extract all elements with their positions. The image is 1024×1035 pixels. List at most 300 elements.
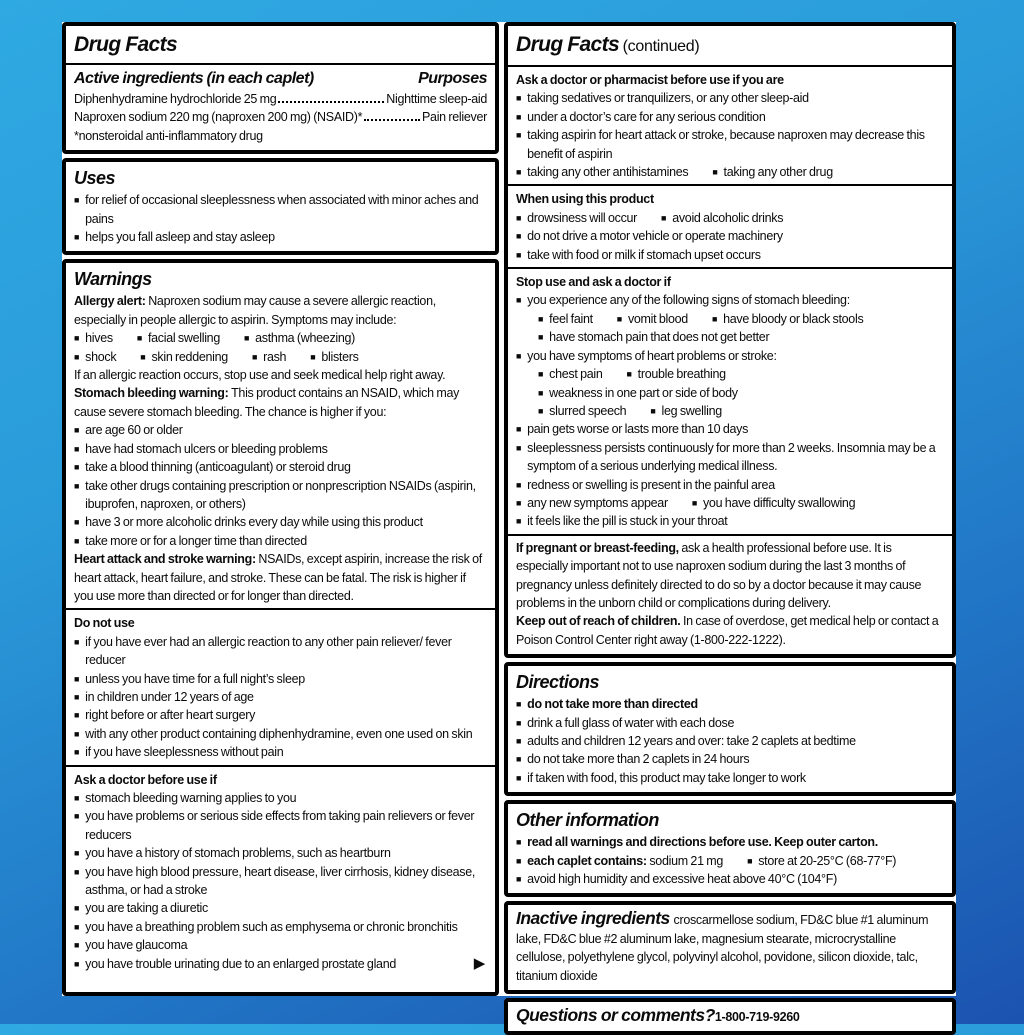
bullet-cell	[712, 163, 832, 181]
bullet-text	[527, 714, 734, 732]
bullet-item	[516, 246, 944, 264]
bullet-item	[516, 310, 944, 328]
bullet-square-icon: ■	[310, 351, 316, 362]
bullet-text	[85, 532, 307, 550]
text-run: do not take more than directed	[527, 697, 698, 712]
bullet-item	[516, 512, 944, 530]
bullet-item	[516, 402, 944, 420]
bullet-text	[85, 477, 487, 514]
purposes-heading: Purposes	[418, 70, 487, 87]
text-run: take a blood thinning (anticoagulant) or steroid drug	[85, 460, 351, 475]
paragraph	[74, 384, 487, 421]
bullet-square-icon: ■	[74, 811, 80, 822]
bullet-item	[516, 439, 944, 476]
text-run: adults and children 12 years and over: take 2 caplets at bedtime	[527, 734, 856, 748]
bullet-item	[74, 191, 487, 228]
section-title-text: Drug Facts	[74, 33, 178, 56]
bullet-item	[516, 833, 944, 851]
bullet-cell	[74, 955, 396, 973]
bullet-square-icon: ■	[691, 497, 697, 508]
bullet-cell	[252, 348, 286, 366]
bullet-cell	[516, 347, 777, 365]
section-title: Other information	[516, 810, 659, 831]
bullet-cell	[661, 209, 783, 227]
text-run: feel faint	[549, 311, 593, 326]
bullet-cell	[516, 833, 878, 851]
text-run: Keep out of reach of children.	[516, 614, 683, 629]
bullet-text	[85, 633, 487, 670]
ingredient-purpose: Pain reliever	[422, 110, 487, 125]
section-subheading: Do not use	[74, 616, 135, 631]
bullet-text	[527, 769, 806, 787]
text-run: with any other product containing diphenhydramine, even one used on skin	[85, 726, 473, 741]
bullet-cell	[516, 246, 761, 264]
text-run: Allergy alert:	[74, 294, 149, 309]
text-run: facial swelling	[147, 331, 220, 346]
uses-box	[62, 158, 499, 255]
bullet-text	[85, 863, 487, 900]
ingredient-row	[74, 90, 487, 108]
section-title	[516, 29, 944, 62]
text-run: if taken with food, this product may take longer to work	[527, 770, 806, 785]
bullet-item	[516, 420, 944, 438]
bullet-square-icon: ■	[136, 333, 142, 344]
bullet-square-icon: ■	[74, 921, 80, 932]
bullet-cell	[310, 348, 358, 366]
questions-comments-box	[504, 998, 956, 1035]
bullet-text	[724, 163, 833, 181]
bullet-square-icon: ■	[74, 195, 80, 206]
bullet-text	[527, 732, 856, 750]
bullet-item	[516, 163, 944, 181]
bullet-item	[516, 695, 944, 713]
bullet-square-icon: ■	[516, 111, 522, 122]
bullet-square-icon: ■	[74, 958, 80, 969]
bullet-square-icon: ■	[74, 940, 80, 951]
text-run: sleeplessness persists continuously for more than 2 weeks. Insomnia may be a symptom of a serious underlying medical illness.	[527, 440, 936, 474]
bullet-text	[527, 163, 688, 181]
bullet-text	[527, 476, 775, 494]
text-run: ask a health professional before use. It is especially important not to use naproxen sodium during the last 3 months of pregnancy unless definitely directed to do so by a doctor because it may cause problems in the unborn child or complications during delivery.	[516, 540, 922, 610]
bullet-cell	[516, 870, 837, 888]
bullet-cell	[516, 227, 783, 245]
bullet-cell	[137, 329, 220, 347]
bullet-square-icon: ■	[538, 387, 544, 398]
bullet-text	[527, 108, 765, 126]
bullet-square-icon: ■	[74, 636, 80, 647]
bullet-text	[85, 725, 472, 743]
section-subheading: Ask a doctor before use if	[74, 772, 217, 787]
bullet-item	[74, 807, 487, 844]
bullet-cell	[516, 163, 688, 181]
section-divider	[508, 534, 952, 536]
text-run: slurred speech	[549, 403, 627, 418]
section-divider	[508, 267, 952, 269]
bullet-square-icon: ■	[538, 332, 544, 343]
text-run: have stomach pain that does not get better	[549, 330, 770, 345]
bullet-square-icon: ■	[516, 837, 522, 848]
bullet-cell	[74, 513, 423, 531]
text-run: pain gets worse or lasts more than 10 days	[527, 422, 749, 437]
bullet-cell	[74, 421, 183, 439]
bullet-item	[74, 670, 487, 688]
bullet-cell	[74, 329, 113, 347]
bullet-text	[723, 310, 863, 328]
text-run: you have a breathing problem such as emphysema or chronic bronchitis	[85, 919, 458, 934]
bullet-text	[527, 89, 809, 107]
section-title	[74, 29, 487, 60]
bullet-text	[527, 209, 637, 227]
bullet-square-icon: ■	[538, 313, 544, 324]
bullet-text	[85, 670, 305, 688]
text-run: shock	[85, 349, 117, 364]
bullet-item	[74, 706, 487, 724]
ingredient-purpose: Nighttime sleep-aid	[386, 92, 487, 106]
bullet-item	[74, 633, 487, 670]
bullet-cell	[244, 329, 355, 347]
text-run: do not drive a motor vehicle or operate machinery	[527, 229, 783, 244]
bullet-item	[516, 108, 944, 126]
text-run: blisters	[321, 349, 359, 364]
bullet-cell	[516, 750, 749, 768]
bullet-text	[527, 439, 944, 476]
bullet-square-icon: ■	[516, 874, 522, 885]
text-run: you have difficulty swallowing	[702, 495, 856, 510]
bullet-text	[85, 918, 457, 936]
bullet-cell	[74, 743, 283, 761]
text-run: have bloody or black stools	[723, 311, 864, 326]
bullet-square-icon: ■	[516, 231, 522, 242]
bullet-item	[74, 532, 487, 550]
bullet-square-icon: ■	[251, 351, 258, 362]
bullet-square-icon: ■	[516, 754, 522, 765]
bullet-item	[74, 743, 487, 761]
bullet-cell	[747, 852, 896, 870]
bullet-text	[85, 807, 487, 844]
bullet-square-icon: ■	[650, 405, 656, 416]
text-run: sodium 21 mg	[649, 853, 724, 868]
bullet-square-icon: ■	[516, 249, 522, 260]
bullet-item	[516, 227, 944, 245]
bullet-cell	[516, 512, 727, 530]
bullet-item	[74, 789, 487, 807]
bullet-text	[255, 329, 355, 347]
bullet-square-icon: ■	[516, 855, 522, 866]
bullet-text	[628, 310, 688, 328]
text-run: each caplet contains:	[527, 853, 650, 868]
bullet-item	[74, 348, 487, 366]
bullet-text	[85, 844, 390, 862]
bullet-square-icon: ■	[538, 405, 544, 416]
bullet-text	[151, 348, 228, 366]
bullet-square-icon: ■	[74, 351, 80, 362]
section-title-suffix: (continued)	[619, 38, 700, 55]
bullet-item	[516, 769, 944, 787]
section-title: Warnings	[74, 269, 152, 290]
text-run: for relief of occasional sleeplessness when associated with minor aches and pains	[85, 193, 479, 226]
section-subheading: When using this product	[516, 192, 654, 207]
bullet-cell	[516, 89, 809, 107]
bullet-cell	[140, 348, 228, 366]
bullet-square-icon: ■	[626, 369, 632, 380]
bullet-text	[85, 513, 423, 531]
section-title: Directions	[516, 672, 600, 693]
bullet-text	[549, 365, 602, 383]
bullet-text	[85, 899, 208, 917]
bullet-item	[516, 291, 944, 309]
bullet-cell	[516, 108, 765, 126]
bullet-item	[74, 936, 487, 954]
bullet-item	[516, 870, 944, 888]
bullet-square-icon: ■	[516, 130, 522, 141]
bullet-text	[85, 706, 255, 724]
paragraph	[74, 366, 487, 384]
text-run: weakness in one part or side of body	[549, 385, 738, 400]
bullet-text	[527, 347, 776, 365]
text-run: taking aspirin for heart attack or stroke, because naproxen may decrease this benefit of aspirin	[527, 128, 925, 161]
paragraph	[516, 1005, 944, 1026]
paragraph	[74, 292, 487, 329]
bullet-item	[74, 440, 487, 458]
text-run: NSAIDs, except aspirin, increase the risk of heart attack, heart failure, and stroke. These can be fatal. The risk is higher if you use more than directed or for longer than directed.	[74, 552, 482, 603]
bullet-square-icon: ■	[244, 333, 250, 344]
text-run: drowsiness will occur	[527, 210, 638, 225]
bullet-square-icon: ■	[661, 212, 667, 223]
bullet-square-icon: ■	[516, 295, 522, 306]
bullet-item	[516, 126, 944, 163]
text-run: If an allergic reaction occurs, stop use and seek medical help right away.	[74, 368, 446, 383]
text-run: croscarmellose sodium, FD&C blue #1 aluminum lake, FD&C blue #2 aluminum lake, magnesium stearate, microcrystalline cellulose, polyethylene glycol, polyvinyl alcohol, povidone, silicon dioxide, talc, titanium dioxide	[516, 913, 929, 983]
text-run: stomach bleeding warning applies to you	[85, 791, 297, 805]
bullet-cell	[74, 844, 391, 862]
text-run: taking any other drug	[723, 165, 833, 180]
bullet-cell	[74, 725, 472, 743]
text-run: take other drugs containing prescription or nonprescription NSAIDs (aspirin, ibuprofen, naproxen, or others)	[85, 478, 476, 511]
bullet-square-icon: ■	[516, 717, 522, 728]
paragraph	[74, 127, 487, 145]
ingredient-row	[74, 108, 487, 126]
bullet-cell	[650, 402, 722, 420]
text-run: taking sedatives or tranquilizers, or any other sleep-aid	[527, 91, 809, 106]
bullet-text	[549, 402, 626, 420]
bullet-item	[516, 714, 944, 732]
bullet-text	[85, 440, 327, 458]
text-run: trouble breathing	[637, 367, 726, 382]
bullet-square-icon: ■	[74, 333, 80, 344]
bullet-text	[527, 126, 944, 163]
bullet-text	[527, 852, 723, 870]
text-run: avoid high humidity and excessive heat above 40°C (104°F)	[527, 872, 837, 887]
text-run: have had stomach ulcers or bleeding problems	[85, 441, 328, 456]
bullet-text	[527, 227, 783, 245]
text-run: This product contains an NSAID, which may cause severe stomach bleeding. The chance is higher if you:	[74, 386, 460, 419]
other-information-box	[504, 800, 956, 897]
text-run: do not take more than 2 caplets in 24 hours	[527, 752, 750, 767]
bullet-item	[74, 477, 487, 514]
text-run: have 3 or more alcoholic drinks every day while using this product	[85, 515, 423, 530]
bullet-cell	[516, 695, 698, 713]
section-title-text: Drug Facts	[516, 33, 620, 56]
bullet-square-icon: ■	[516, 479, 522, 490]
text-run: you have symptoms of heart problems or stroke:	[527, 348, 777, 363]
text-run: you have problems or serious side effects from taking pain relievers or fever reducers	[85, 809, 475, 842]
bullet-text	[527, 291, 850, 309]
bullet-cell	[516, 209, 637, 227]
bullet-item	[516, 852, 944, 870]
text-run: store at 20-25°C (68-77°F)	[758, 853, 897, 868]
paragraph	[516, 908, 944, 985]
bullet-cell	[74, 477, 487, 514]
bullet-square-icon: ■	[516, 736, 522, 746]
directions-box	[504, 662, 956, 796]
text-run: Stomach bleeding warning:	[74, 386, 232, 401]
bullet-item	[516, 750, 944, 768]
text-run: it feels like the pill is stuck in your throat	[527, 514, 728, 529]
bullet-item	[74, 228, 487, 246]
text-run: If pregnant or breast-feeding,	[516, 540, 682, 555]
bullet-square-icon: ■	[74, 728, 80, 739]
text-run: Inactive ingredients	[516, 908, 674, 929]
bullet-cell	[538, 328, 769, 346]
active-ingredients-heading: Active ingredients (in each caplet)	[74, 70, 314, 87]
bullet-cell	[74, 863, 487, 900]
bullet-cell	[74, 936, 187, 954]
bullet-text	[85, 348, 116, 366]
bullet-text	[661, 402, 721, 420]
text-run: vomit blood	[627, 311, 688, 326]
section-subheading: Stop use and ask a doctor if	[516, 275, 671, 290]
bullet-cell	[516, 291, 850, 309]
bullet-item	[74, 955, 487, 973]
bullet-cell	[74, 228, 275, 246]
section-title: Uses	[74, 168, 116, 189]
bullet-cell	[712, 310, 863, 328]
bullet-item	[74, 458, 487, 476]
active-ingredients-box	[62, 22, 499, 154]
bullet-cell	[516, 852, 723, 870]
bullet-text	[758, 852, 896, 870]
bullet-text	[527, 494, 668, 512]
text-run: read all warnings and directions before use. Keep outer carton.	[527, 835, 878, 850]
inactive-ingredients-box	[504, 901, 956, 994]
bullet-text	[527, 246, 761, 264]
section-divider	[508, 184, 952, 186]
bullet-cell	[617, 310, 688, 328]
text-run: right before or after heart surgery	[85, 708, 256, 723]
bullet-cell	[516, 439, 944, 476]
warnings-box	[62, 259, 499, 996]
bullet-cell	[74, 918, 458, 936]
text-run: leg swelling	[661, 403, 722, 418]
bullet-item	[74, 688, 487, 706]
bullet-cell	[516, 732, 856, 750]
bullet-item	[74, 725, 487, 743]
section-divider	[66, 765, 495, 767]
text-run: you have high blood pressure, heart disease, liver cirrhosis, kidney disease, asthma, or had a stroke	[85, 864, 476, 898]
bullet-square-icon: ■	[140, 351, 146, 362]
bullet-cell	[74, 670, 305, 688]
text-run: avoid alcoholic drinks	[672, 210, 784, 225]
bullet-square-icon: ■	[74, 747, 80, 758]
bullet-text	[527, 870, 837, 888]
bullet-square-icon: ■	[74, 232, 80, 243]
text-run: redness or swelling is present in the painful area	[527, 477, 775, 492]
text-run: skin reddening	[151, 349, 228, 364]
bullet-cell	[516, 714, 734, 732]
bullet-square-icon: ■	[74, 793, 80, 803]
text-run: 1-800-719-9260	[714, 1010, 800, 1025]
bullet-square-icon: ■	[74, 673, 80, 684]
text-run: under a doctor’s care for any serious condition	[527, 109, 766, 124]
label-right-column	[504, 22, 956, 1026]
bullet-cell	[516, 420, 748, 438]
bullet-square-icon: ■	[74, 535, 80, 546]
section-subheading: Ask a doctor or pharmacist before use if you are	[516, 73, 784, 87]
bullet-square-icon: ■	[74, 691, 80, 702]
bullet-item	[516, 328, 944, 346]
text-run: chest pain	[549, 367, 603, 382]
bullet-cell	[74, 807, 487, 844]
drug-facts-continued-box	[504, 22, 956, 658]
bullet-text	[85, 421, 183, 439]
text-run: you have glaucoma	[85, 938, 188, 953]
bullet-cell	[74, 440, 328, 458]
bullet-item	[74, 421, 487, 439]
bullet-item	[516, 365, 944, 383]
paragraph	[74, 550, 487, 605]
bullet-cell	[74, 706, 255, 724]
bullet-cell	[516, 494, 668, 512]
bullet-square-icon: ■	[712, 167, 718, 178]
bullet-square-icon: ■	[516, 350, 522, 361]
bullet-text	[527, 833, 878, 851]
dot-leader	[364, 119, 420, 121]
bullet-item	[516, 89, 944, 107]
text-run: rash	[263, 349, 287, 364]
bullet-item	[516, 347, 944, 365]
text-run: are age 60 or older	[85, 423, 183, 438]
bullet-cell	[538, 384, 738, 402]
text-run: Heart attack and stroke warning:	[74, 552, 259, 567]
text-run: take with food or milk if stomach upset occurs	[527, 247, 761, 262]
bullet-item	[74, 844, 487, 862]
bullet-item	[74, 899, 487, 917]
section-divider	[508, 65, 952, 67]
bullet-square-icon: ■	[74, 462, 80, 473]
paragraph	[516, 539, 944, 613]
text-run: *nonsteroidal anti-inflammatory drug	[74, 128, 263, 143]
bullet-text	[85, 789, 296, 807]
bullet-cell	[516, 476, 775, 494]
text-run: In case of overdose, get medical help or contact a Poison Control Center right away (1-800-222-1222).	[516, 614, 939, 647]
bullet-cell	[74, 348, 116, 366]
drug-facts-label	[62, 22, 956, 1026]
bullet-text	[85, 955, 396, 973]
section-divider	[66, 63, 495, 65]
ingredient-name: Naproxen sodium 220 mg (naproxen 200 mg) (NSAID)*	[74, 110, 363, 125]
bullet-text	[527, 512, 727, 530]
bullet-item	[516, 494, 944, 512]
bullet-cell	[538, 402, 626, 420]
text-run: taking any other antihistamines	[527, 165, 689, 180]
bullet-square-icon: ■	[747, 855, 753, 866]
bullet-cell	[74, 191, 487, 228]
bullet-text	[549, 310, 593, 328]
bullet-square-icon: ■	[516, 772, 522, 783]
bullet-cell	[74, 633, 487, 670]
bullet-square-icon: ■	[516, 442, 522, 453]
bullet-square-icon: ■	[74, 480, 80, 491]
